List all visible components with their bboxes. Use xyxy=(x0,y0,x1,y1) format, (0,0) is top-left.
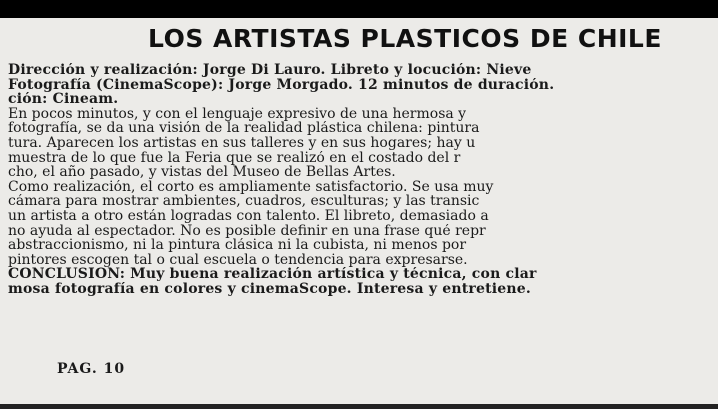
credits-line: Dirección y realización: Jorge Di Lauro. Libreto y locución: Nieve xyxy=(8,63,532,78)
review-line: cho, el año pasado, y vistas del Museo de Bellas Artes. xyxy=(8,165,396,180)
conclusion-line: mosa fotografía en colores y cinemaScope. Interesa y entretiene. xyxy=(8,281,531,297)
article-body xyxy=(8,63,718,353)
article-title: LOS ARTISTAS PLASTICOS DE CHILE xyxy=(148,24,662,53)
review-line: no ayuda al espectador. No es posible definir en una frase qué repr xyxy=(8,223,486,239)
review-line: fotografía, se da una visión de la realidad plástica chilena: pintura xyxy=(8,121,480,136)
bottom-border xyxy=(0,404,718,409)
review-line: muestra de lo que fue la Feria que se realizó en el costado del r xyxy=(8,150,461,166)
top-black-band xyxy=(0,0,718,18)
review-line: abstraccionismo, ni la pintura clásica ni la cubista, ni menos por xyxy=(8,238,467,253)
credits-line: Fotografía (CinemaScope): Jorge Morgado. 12 minutos de duración. xyxy=(8,77,555,93)
page-number: PAG. 10 xyxy=(57,361,126,377)
conclusion-line: CONCLUSION: Muy buena realización artística y técnica, con clar xyxy=(8,267,537,282)
review-line: Como realización, el corto es ampliamente satisfactorio. Se usa muy xyxy=(8,179,494,195)
credits-line: ción: Cineam. xyxy=(8,92,119,107)
review-line: un artista a otro están logradas con talento. El libreto, demasiado a xyxy=(8,208,489,224)
review-line: pintores escogen tal o cual escuela o tendencia para expresarse. xyxy=(8,252,468,268)
review-line: cámara para mostrar ambientes, cuadros, esculturas; y las transic xyxy=(8,194,480,209)
review-line: En pocos minutos, y con el lenguaje expresivo de una hermosa y xyxy=(8,106,467,122)
review-line: tura. Aparecen los artistas en sus talleres y en sus hogares; hay u xyxy=(8,135,476,151)
